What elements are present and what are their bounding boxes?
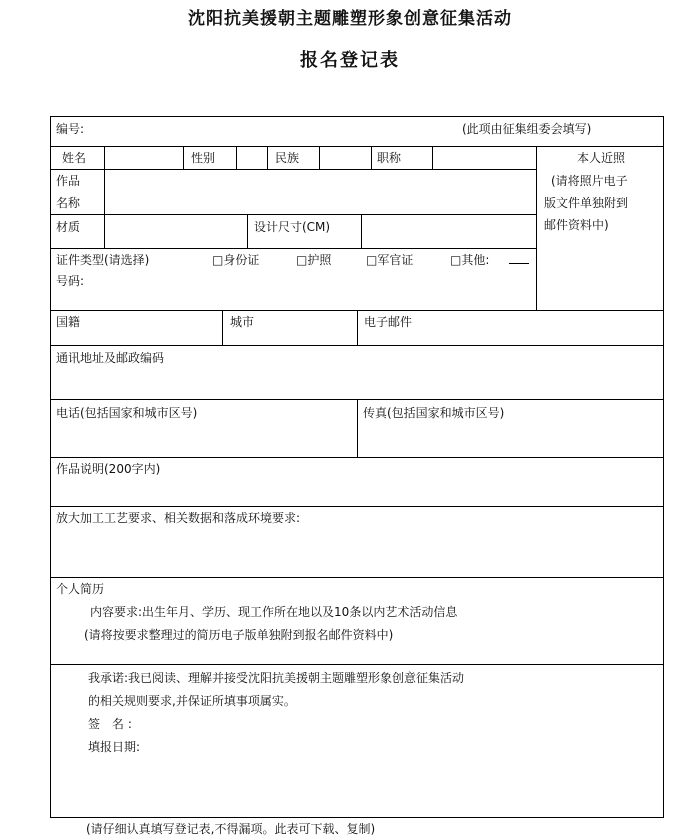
col-divider (267, 146, 268, 169)
process-requirements-label: 放大加工工艺要求、相关数据和落成环境要求: (56, 511, 301, 525)
photo-label: 本人近照 (577, 151, 626, 165)
col-divider (357, 399, 358, 457)
job-title-label: 职称 (377, 151, 402, 165)
id-option-checkbox[interactable]: □军官证 (366, 253, 414, 267)
row-divider (50, 664, 664, 665)
serial-note: (此项由征集组委会填写) (462, 122, 592, 136)
date-label: 填报日期: (88, 740, 141, 754)
design-size-label: 设计尺寸(CM) (254, 220, 331, 234)
id-option-checkbox[interactable]: □护照 (296, 253, 332, 267)
col-divider (319, 146, 320, 169)
fax-label: 传真(包括国家和城市区号) (363, 406, 505, 420)
form-subtitle: 报名登记表 (300, 50, 400, 71)
name-label: 姓名 (62, 151, 87, 165)
row-divider (50, 248, 536, 249)
other-blank[interactable] (509, 253, 529, 267)
footer-note: (请仔细认真填写登记表,不得漏项。此表可下载、复制) (86, 822, 376, 836)
row-divider (50, 577, 664, 578)
email-label: 电子邮件 (364, 315, 413, 329)
col-divider (104, 146, 105, 248)
phone-label: 电话(包括国家和城市区号) (56, 406, 198, 420)
row-divider (50, 146, 664, 147)
row-divider (50, 214, 536, 215)
col-divider (371, 146, 372, 169)
serial-label: 编号: (56, 122, 85, 136)
city-label: 城市 (230, 315, 255, 329)
pledge-text: 我承诺:我已阅读、理解并接受沈阳抗美援朝主题雕塑形象创意征集活动 (88, 671, 465, 685)
id-type-label: 证件类型(请选择) (56, 253, 150, 267)
resume-label: 个人简历 (56, 582, 105, 596)
id-option-checkbox[interactable]: □其他: (450, 253, 490, 267)
col-divider (222, 310, 223, 345)
address-label: 通讯地址及邮政编码 (56, 351, 165, 365)
row-divider (50, 506, 664, 507)
row-divider (50, 457, 664, 458)
work-name-label: 作品 (56, 174, 81, 188)
ethnicity-label: 民族 (275, 151, 300, 165)
resume-content: 内容要求:出生年月、学历、现工作所在地以及10条以内艺术活动信息 (90, 605, 458, 619)
nationality-label: 国籍 (56, 315, 81, 329)
id-number-label: 号码: (56, 274, 85, 288)
col-divider (361, 214, 362, 248)
material-label: 材质 (56, 220, 81, 234)
resume-note: (请将按要求整理过的简历电子版单独附到报名邮件资料中) (84, 628, 394, 642)
gender-label: 性别 (191, 151, 216, 165)
col-divider (357, 310, 358, 345)
work-name-label: 名称 (56, 196, 81, 210)
row-divider (50, 345, 664, 346)
page-title: 沈阳抗美援朝主题雕塑形象创意征集活动 (188, 9, 512, 29)
col-divider (536, 146, 537, 310)
photo-note-line: (请将照片电子 (551, 174, 628, 188)
photo-note-line: 版文件单独附到 (544, 196, 629, 210)
col-divider (432, 146, 433, 169)
col-divider (183, 146, 184, 169)
pledge-text: 的相关规则要求,并保证所填事项属实。 (88, 694, 296, 708)
id-option-checkbox[interactable]: □身份证 (212, 253, 260, 267)
signature-label: 签 名: (88, 717, 136, 731)
photo-note-line: 邮件资料中) (544, 218, 609, 232)
work-description-label: 作品说明(200字内) (56, 462, 161, 476)
row-divider (50, 169, 536, 170)
col-divider (236, 146, 237, 169)
col-divider (247, 214, 248, 248)
